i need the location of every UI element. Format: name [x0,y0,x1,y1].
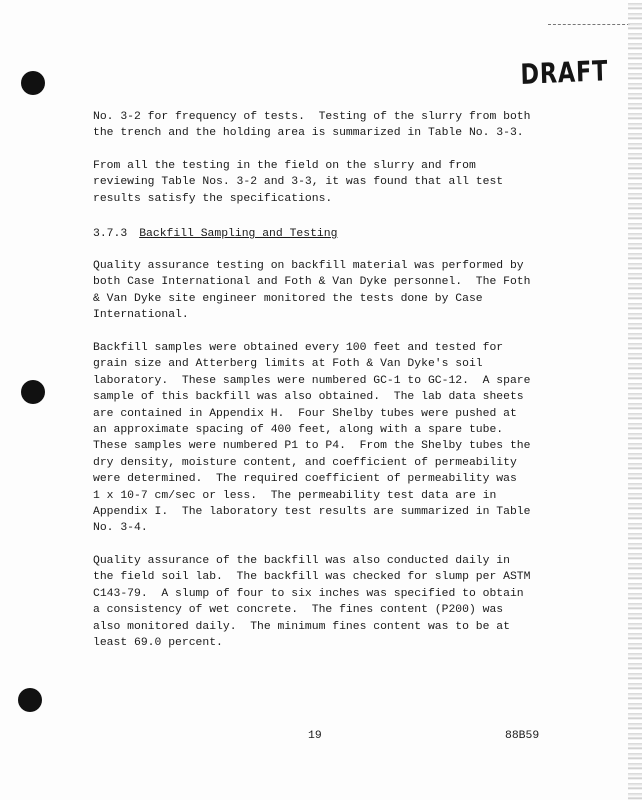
section-title: Backfill Sampling and Testing [139,228,338,240]
punch-hole-bottom [18,688,42,712]
punch-hole-top [21,71,45,95]
section-number: 3.7.3 [93,228,128,240]
scan-mark-line [548,24,630,25]
scan-edge-strip [628,0,642,800]
paragraph-slurry-tests: No. 3-2 for frequency of tests. Testing of the slurry from both the trench and the holding area is summarized in Table No. 3-3. [93,111,531,140]
paragraph-field-lab: Quality assurance of the backfill was also conducted daily in the field soil lab. The backfill was checked for slump per ASTM C143-79. A slump of four to six inches was specified to obtain a consistency of wet concrete. The fines content (P200) was also monitored daily. The minimum fines content was to be at least 69.0 percent. [93,555,531,650]
section-heading [93,226,337,242]
draft-stamp: DRAFT [520,54,609,91]
page-number: 19 [308,730,322,742]
paragraph-backfill-samples: Backfill samples were obtained every 100 feet and tested for grain size and Atterberg limits at Foth & Van Dyke's soil laboratory. These samples were numbered GC-1 to GC-12. A spare sample of this backfill was also obtained. The lab data sheets are contained in Appendix H. Four Shelby tubes were pushed at an approximate spacing of 400 feet, along with a spare tube. These samples were numbered P1 to P4. From the Shelby tubes the dry density, moisture content, and coefficient of permeability were determined. The required coefficient of permeability was 1 x 10-7 cm/sec or less. The permeability test data are in Appendix I. The laboratory test results are summarized in Table No. 3-4. [93,342,531,535]
paragraph-slurry-conclusion: From all the testing in the field on the slurry and from reviewing Table Nos. 3-2 and 3-3, it was found that all test results satisfy the specifications. [93,160,504,205]
document-code: 88B59 [505,730,540,742]
paragraph-backfill-qa: Quality assurance testing on backfill material was performed by both Case International and Foth & Van Dyke personnel. The Foth & Van Dyke site engineer monitored the tests done by Case International. [93,260,531,322]
punch-hole-middle [21,380,45,404]
